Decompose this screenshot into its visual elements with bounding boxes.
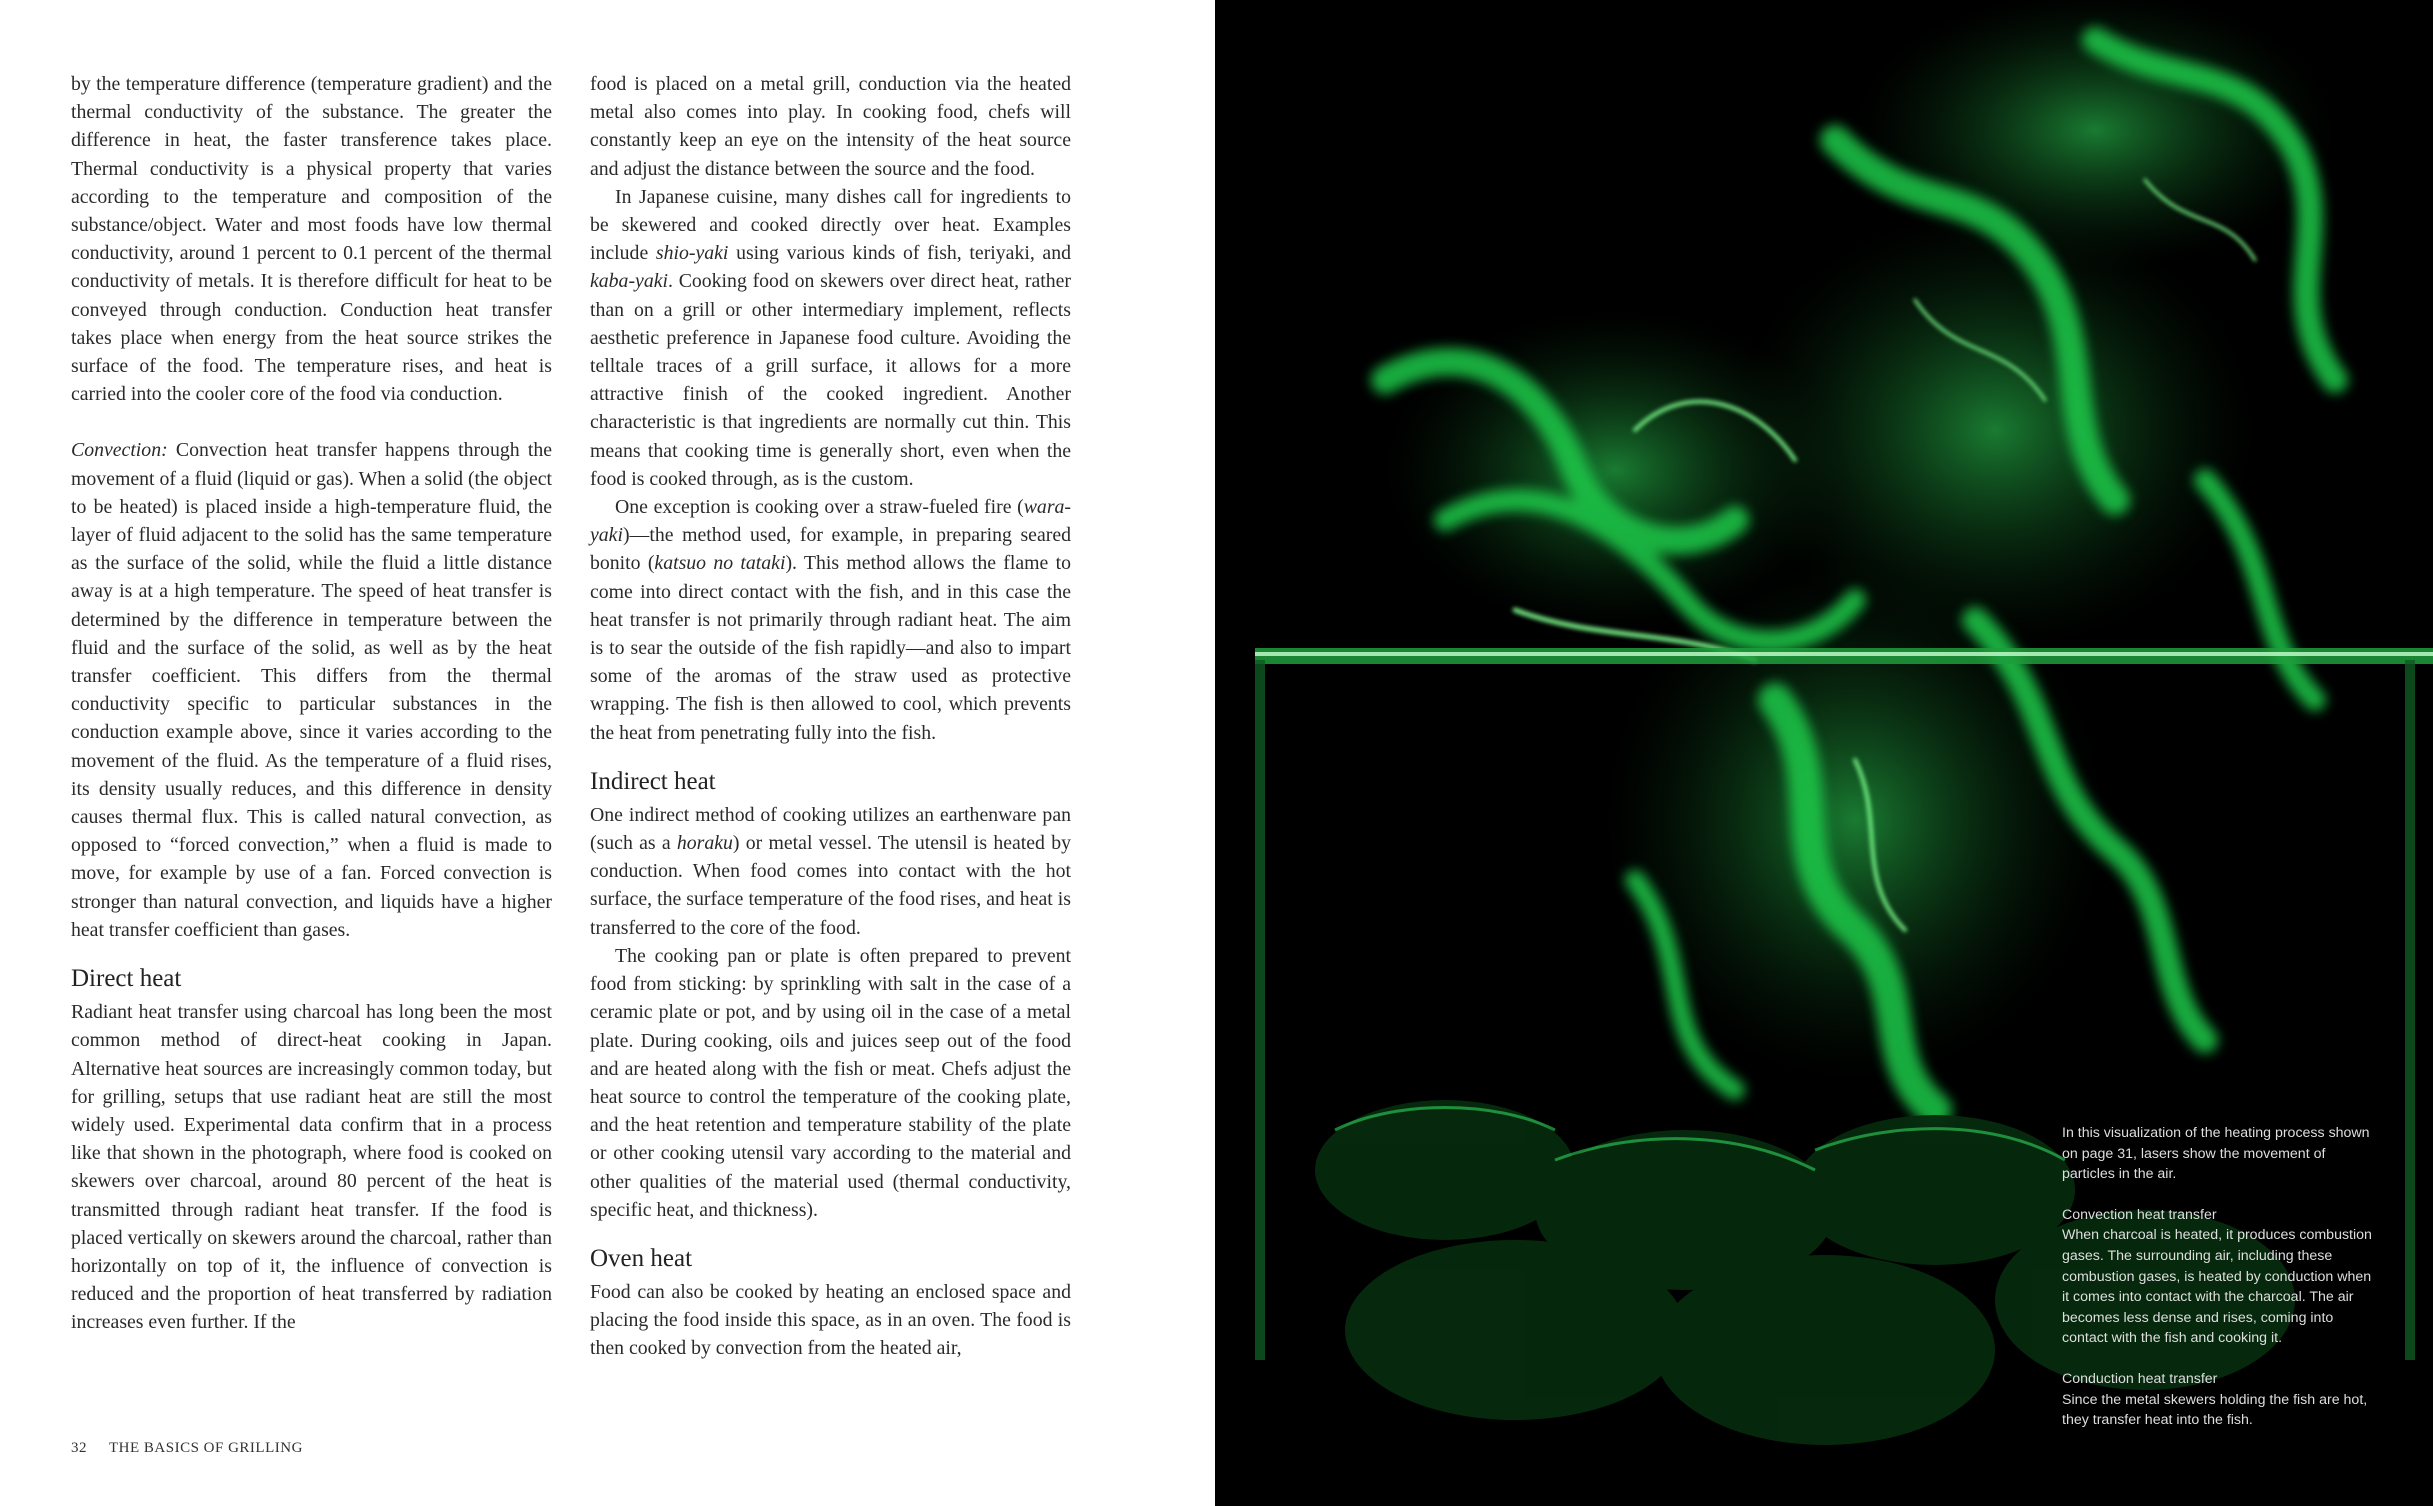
text-run: One exception is cooking over a straw-fueled fire ( [615, 496, 1024, 519]
caption-convection-title: Convection heat transfer [2062, 1206, 2217, 1223]
japanese-term: shio-yaki [655, 242, 729, 265]
photo-caption [2062, 1123, 2377, 1451]
page-footer [71, 1440, 303, 1457]
japanese-term: kaba-yaki [590, 270, 668, 293]
japanese-term: katsuo no tataki [654, 552, 786, 575]
caption-convection [2062, 1205, 2377, 1349]
text-run: ). This method allows the flame to come into direct contact with the fish, and in this case the heat transfer is not primarily through radiant heat. The aim is to sear the outside of the fish rapidly—and also to impart some of the aromas of the straw used as protective wrapping. The fish is then allowed to cool, which prevents the heat from penetrating fully into the fish. [590, 552, 1071, 744]
paragraph-convection [71, 436, 552, 944]
convection-lead-in: Convection: [71, 439, 168, 462]
paragraph [590, 183, 1071, 493]
paragraph: by the temperature difference (temperature gradient) and the thermal conductivity of the substance. The greater the difference in heat, the faster transference takes place. Thermal conductivity is a physical property that varies according to the temperature and composition of the substance/object. Water and most foods have low thermal conductivity, around 1 percent to 0.1 percent of the thermal conductivity of metals. It is therefore difficult for heat to be conveyed through conduction. Conduction heat transfer takes place when energy from the heat source strikes the surface of the food. The temperature rises, and heat is carried into the cooler core of the food via conduction. [71, 73, 552, 406]
text-run: . Cooking food on skewers over direct heat, rather than on a grill or other intermediary implement, reflects aesthetic preference in Japanese food culture. Avoiding the telltale traces of a grill surface, it allows for a more attractive finish of the cooked ingredient. Another characteristic is that ingredients are normally cut thin. This means that cooking time is generally short, even when the food is cooked through, as is the custom. [590, 270, 1071, 490]
paragraph: Radiant heat transfer using charcoal has long been the most common method of direct-heat cooking in Japan. Alternative heat sources are increasingly common today, but for grilling, setups that use radiant heat are still the most widely used. Experimental data confirm that in a process like that shown in the photograph, where food is cooked on skewers over charcoal, around 80 percent of the heat is transmitted through radiant heat transfer. If the food is placed vertically on skewers around the charcoal, rather than horizontally on top of it, the influence of convection is reduced and the proportion of heat transferred by radiation increases even further. If the [71, 1001, 552, 1334]
heading-oven-heat: Oven heat [590, 1244, 693, 1272]
paragraph: The cooking pan or plate is often prepared to prevent food from sticking: by sprinkling with salt in the case of a ceramic plate or pot, and by using oil in the case of a metal plate. During cooking, oils and juices seep out of the food and are heated along with the fish or meat. Chefs adjust the heat source to control the temperature of the cooking plate, and the heat retention and temperature stability of the plate or other cooking utensil vary according to the material and other qualities of the material used (thermal conductivity, specific heat, and thickness). [590, 944, 1071, 1221]
heading-direct-heat: Direct heat [71, 965, 182, 993]
caption-intro: In this visualization of the heating process shown on page 31, lasers show the movement of particles in the air. [2062, 1125, 2370, 1183]
text-column-right [590, 70, 1071, 1363]
paragraph [590, 493, 1071, 747]
text-run: In Japanese cuisine, many dishes call for ingredients to be skewered and cooked directly over heat. Examples include [590, 185, 1071, 265]
caption-convection-text: When charcoal is heated, it produces combustion gases. The surrounding air, including these combustion gases, is heated by conduction when it comes into contact with the charcoal. The air becomes less dense and rises, coming into contact with the fish and cooking it. [2062, 1227, 2372, 1347]
japanese-term: horaku [676, 832, 733, 855]
page-number: 32 [71, 1440, 87, 1456]
text-run: using various kinds of fish, teriyaki, and [728, 242, 1071, 265]
paragraph [590, 801, 1071, 942]
text-column-left [71, 70, 552, 1337]
text-run: One indirect method of cooking utilizes an earthenware pan (such as a [590, 803, 1071, 855]
japanese-term: wara-yaki [590, 496, 1071, 547]
running-head: THE BASICS OF GRILLING [108, 1440, 303, 1456]
caption-conduction-title: Conduction heat transfer [2062, 1370, 2218, 1387]
right-page-photo [1215, 0, 2433, 1506]
left-page [0, 0, 1215, 1506]
caption-conduction [2062, 1369, 2377, 1431]
text-run: )—the method used, for example, in preparing seared bonito ( [590, 524, 1071, 575]
text-run: ) or metal vessel. The utensil is heated by conduction. When food comes into contact with the hot surface, the surface temperature of the food rises, and heat is transferred to the core of the food. [590, 832, 1071, 939]
paragraph: Food can also be cooked by heating an enclosed space and placing the food inside this space, as in an oven. The food is then cooked by convection from the heated air, [590, 1280, 1071, 1360]
convection-text: Convection heat transfer happens through the movement of a fluid (liquid or gas). When a solid (the object to be heated) is placed inside a high-temperature fluid, the layer of fluid adjacent to the solid has the same temperature as the surface of the solid, while the fluid a little distance away is at a high temperature. The speed of heat transfer is determined by the difference in temperature between the fluid and the surface of the solid, as well as by the heat transfer coefficient. This differs from the thermal conductivity specific to particular substances in the conduction example above, since it varies according to the movement of the fluid. As the temperature of a fluid rises, its density usually reduces, and this difference in density causes thermal flux. This is called natural convection, as opposed to “forced convection,” when a fluid is made to move, for example by use of a fan. Forced convection is stronger than natural convection, and liquids have a higher heat transfer coefficient than gases. [71, 439, 552, 941]
heading-indirect-heat: Indirect heat [590, 767, 716, 795]
paragraph: food is placed on a metal grill, conduction via the heated metal also comes into play. In cooking food, chefs will constantly keep an eye on the intensity of the heat source and adjust the distance between the source and the food. [590, 73, 1071, 180]
caption-conduction-text: Since the metal skewers holding the fish are hot, they transfer heat into the fish. [2062, 1391, 2368, 1429]
